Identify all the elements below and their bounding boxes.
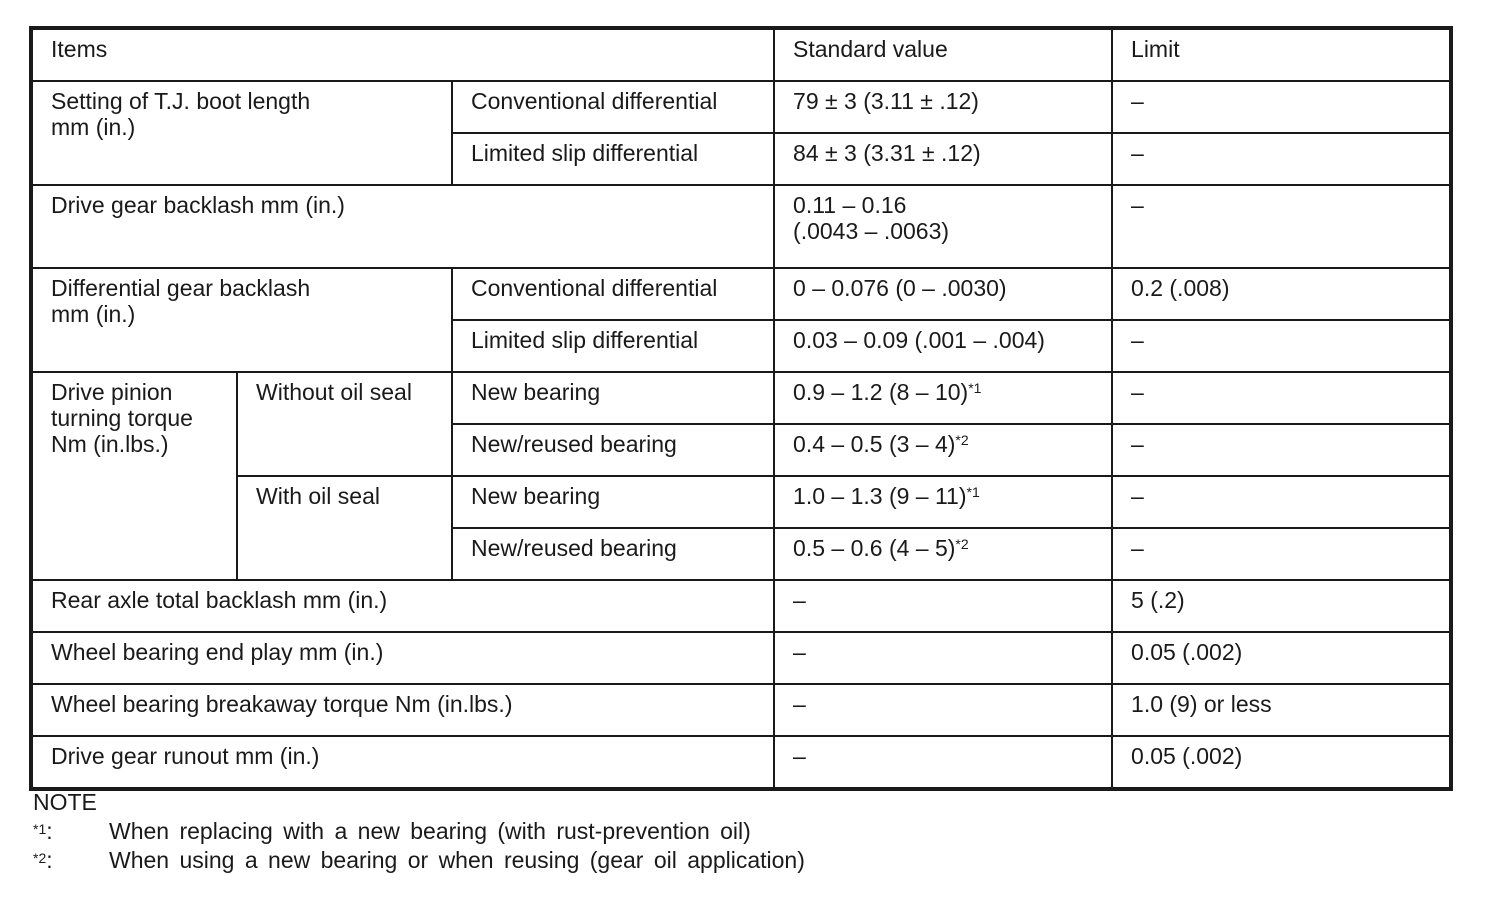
drive-gear-backlash-std-line1: 0.11 – 0.16 [793,192,907,218]
pinion-torque-label [32,372,237,580]
table-row [32,81,1450,133]
w-reused-bearing-limit: – [1112,528,1450,580]
table-row [32,632,1450,684]
note-text-2: When using a new bearing or when reusing (gear oil application) [109,847,805,873]
header-limit: Limit [1112,29,1450,81]
tj-boot-conv-std: 79 ± 3 (3.11 ± .12) [774,81,1112,133]
tj-boot-lsd-std: 84 ± 3 (3.31 ± .12) [774,133,1112,185]
table-row [32,476,1450,528]
drive-gear-backlash-limit: – [1112,185,1450,268]
diff-gear-conv-std: 0 – 0.076 (0 – .0030) [774,268,1112,320]
tj-boot-label-line1: Setting of T.J. boot length [51,88,311,114]
wheel-breakaway-std: – [774,684,1112,736]
note-mark-2-symbol: *2 [33,850,47,866]
diff-gear-lsd-limit: – [1112,320,1450,372]
wo-reused-bearing-std [774,424,1112,476]
w-new-bearing-limit: – [1112,476,1450,528]
tj-boot-label [32,81,452,185]
note-mark-2: $^{*2}$: [33,847,53,873]
w-reused-bearing-std-value: 0.5 – 0.6 (4 – 5) [793,535,956,561]
wo-new-bearing-limit: – [1112,372,1450,424]
header-standard-value: Standard value [774,29,1112,81]
diff-gear-backlash-label [32,268,452,372]
w-reused-bearing-std [774,528,1112,580]
wheel-end-play-limit: 0.05 (.002) [1112,632,1450,684]
wo-reused-bearing-limit: – [1112,424,1450,476]
w-new-bearing-label: New bearing [452,476,774,528]
table-row [32,268,1450,320]
service-spec-table [31,28,1451,789]
w-new-bearing-std [774,476,1112,528]
pinion-torque-label-line2: turning torque [51,405,193,431]
footnote-marker: *1 [966,484,980,500]
with-oil-seal-label: With oil seal [237,476,452,580]
footnote-marker: *2 [955,432,969,448]
rear-axle-label: Rear axle total backlash mm (in.) [32,580,774,632]
wo-reused-bearing-std-value: 0.4 – 0.5 (3 – 4) [793,431,956,457]
note-mark-1-symbol: *1 [33,821,47,837]
drive-gear-runout-label: Drive gear runout mm (in.) [32,736,774,788]
table-row [32,736,1450,788]
without-oil-seal-label: Without oil seal [237,372,452,476]
table-row [32,580,1450,632]
table-row [32,684,1450,736]
tj-boot-lsd-label: Limited slip differential [452,133,774,185]
wo-new-bearing-label: New bearing [452,372,774,424]
drive-gear-runout-limit: 0.05 (.002) [1112,736,1450,788]
wheel-end-play-label: Wheel bearing end play mm (in.) [32,632,774,684]
w-reused-bearing-label: New/reused bearing [452,528,774,580]
note-item-2 [33,846,805,875]
diff-gear-conv-label: Conventional differential [452,268,774,320]
rear-axle-limit: 5 (.2) [1112,580,1450,632]
note-item-1 [33,817,805,846]
w-new-bearing-std-value: 1.0 – 1.3 (9 – 11) [793,483,967,509]
drive-gear-backlash-label: Drive gear backlash mm (in.) [32,185,774,268]
wo-new-bearing-std-value: 0.9 – 1.2 (8 – 10) [793,379,969,405]
footnote-marker: *2 [955,536,969,552]
diff-gear-lsd-label: Limited slip differential [452,320,774,372]
tj-boot-conv-label: Conventional differential [452,81,774,133]
rear-axle-std: – [774,580,1112,632]
table-row [32,372,1450,424]
pinion-torque-label-line3: Nm (in.lbs.) [51,431,169,457]
tj-boot-conv-limit: – [1112,81,1450,133]
header-row [32,29,1450,81]
diff-gear-backlash-label-line2: mm (in.) [51,301,136,327]
wheel-end-play-std: – [774,632,1112,684]
drive-gear-runout-std: – [774,736,1112,788]
note-section [33,788,805,875]
wheel-breakaway-limit: 1.0 (9) or less [1112,684,1450,736]
drive-gear-backlash-std [774,185,1112,268]
diff-gear-conv-limit: 0.2 (.008) [1112,268,1450,320]
header-items: Items [32,29,774,81]
drive-gear-backlash-std-line2: (.0043 – .0063) [793,218,950,244]
pinion-torque-label-line1: Drive pinion [51,379,173,405]
tj-boot-label-line2: mm (in.) [51,114,136,140]
wheel-breakaway-label: Wheel bearing breakaway torque Nm (in.lbs.) [32,684,774,736]
wo-new-bearing-std [774,372,1112,424]
diff-gear-backlash-label-line1: Differential gear backlash [51,275,311,301]
spec-sheet [31,28,1449,789]
wo-reused-bearing-label: New/reused bearing [452,424,774,476]
note-mark-1: $^{*1}$: [33,818,53,844]
diff-gear-lsd-std: 0.03 – 0.09 (.001 – .004) [774,320,1112,372]
note-text-1: When replacing with a new bearing (with rust-prevention oil) [109,818,751,844]
tj-boot-lsd-limit: – [1112,133,1450,185]
footnote-marker: *1 [968,380,982,396]
table-row [32,185,1450,268]
note-title: NOTE [33,789,97,815]
